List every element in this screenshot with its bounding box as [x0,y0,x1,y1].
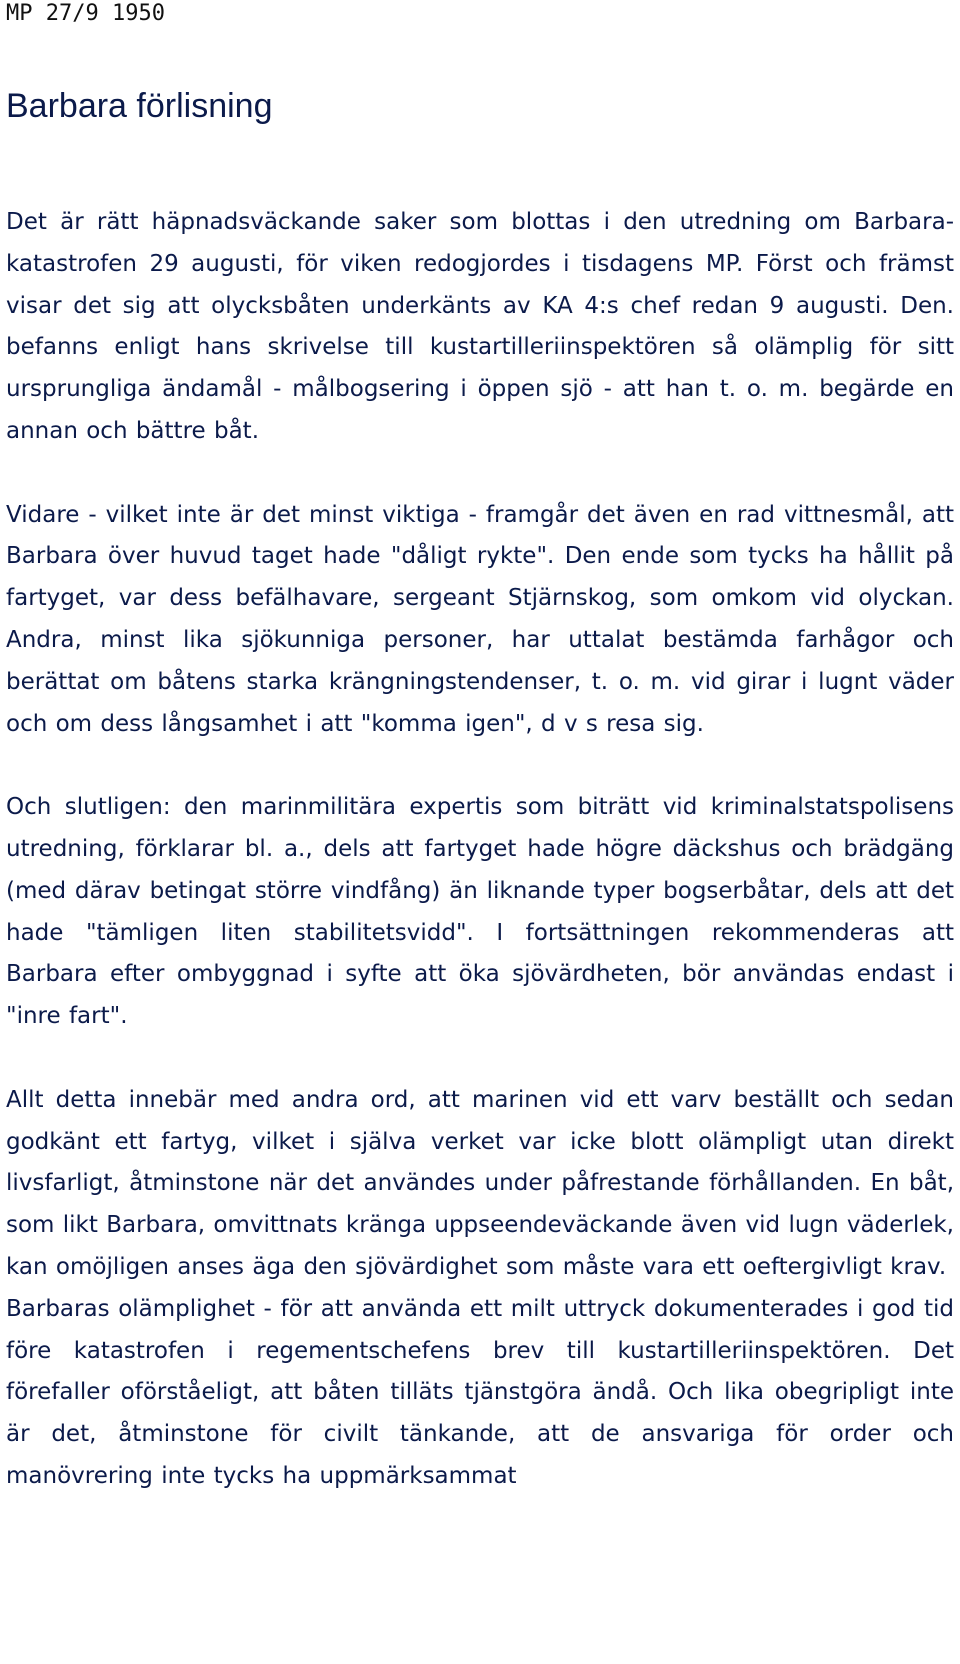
paragraph-4: Allt detta innebär med andra ord, att marinen vid ett varv beställt och sedan godkänt ett fartyg, vilket i själva verket var icke blott olämpligt utan direkt livsfarligt, åtminstone när det användes under påfrestande förhållanden. En båt, som likt Barbara, omvittnats kränga uppseendeväckande även vid lugn väderlek, kan omöjligen anses äga den sjövärdighet som måste vara ett oeftergivligt krav. [6,1086,954,1280]
paragraph-3: Och slutligen: den marinmilitära expertis som biträtt vid kriminalstatspolisens utredning, förklarar bl. a., dels att fartyget hade högre däckshus och brädgäng (med därav betingat större vindfång) än liknande typer bogserbåtar, dels att det hade "tämligen liten stabilitetsvidd". I fortsättningen rekommenderas att Barbara efter ombyggnad i syfte att öka sjövärdheten, bör användas endast i "inre fart". [6,794,954,1030]
article-body [6,202,954,1498]
dateline: MP 27/9 1950 [6,1,165,26]
paragraph-5: Barbaras olämplighet - för att använda ett milt uttryck dokumenterades i god tid före katastrofen i regementschefens brev till kustartilleriinspektören. Det förefaller oförståeligt, att båten tilläts tjänstgöra ändå. Och lika obegripligt inte är det, åtminstone för civilt tänkande, att de ansvariga för order och manövrering inte tycks ha uppmärksammat [6,1295,954,1489]
paragraph-spacer [6,745,954,787]
paragraph-spacer [6,453,954,495]
paragraph-1: Det är rätt häpnadsväckande saker som blottas i den utredning om Barbara-katastrofen 29 augusti, för viken redogjordes i tisdagens MP. Först och främst visar det sig att olycksbåten underkänts av KA 4:s chef redan 9 augusti. Den. befanns enligt hans skrivelse till kustartilleriinspektören så olämplig för sitt ursprungliga ändamål - målbogsering i öppen sjö - att han t. o. m. begärde en annan och bättre båt. [6,209,954,444]
paragraph-spacer [6,1038,954,1080]
article-title: Barbara förlisning [6,87,273,125]
paragraph-2: Vidare - vilket inte är det minst viktiga - framgår det även en rad vittnesmål, att Barbara över huvud taget hade "dåligt rykte". Den ende som tycks ha hållit på fartyget, var dess befälhavare, sergeant Stjärnskog, som omkom vid olyckan. Andra, minst lika sjökunniga personer, har uttalat bestämda farhågor och berättat om båtens starka krängningstendenser, t. o. m. vid girar i lugnt väder och om dess långsamhet i att "komma igen", d v s resa sig. [6,501,954,737]
